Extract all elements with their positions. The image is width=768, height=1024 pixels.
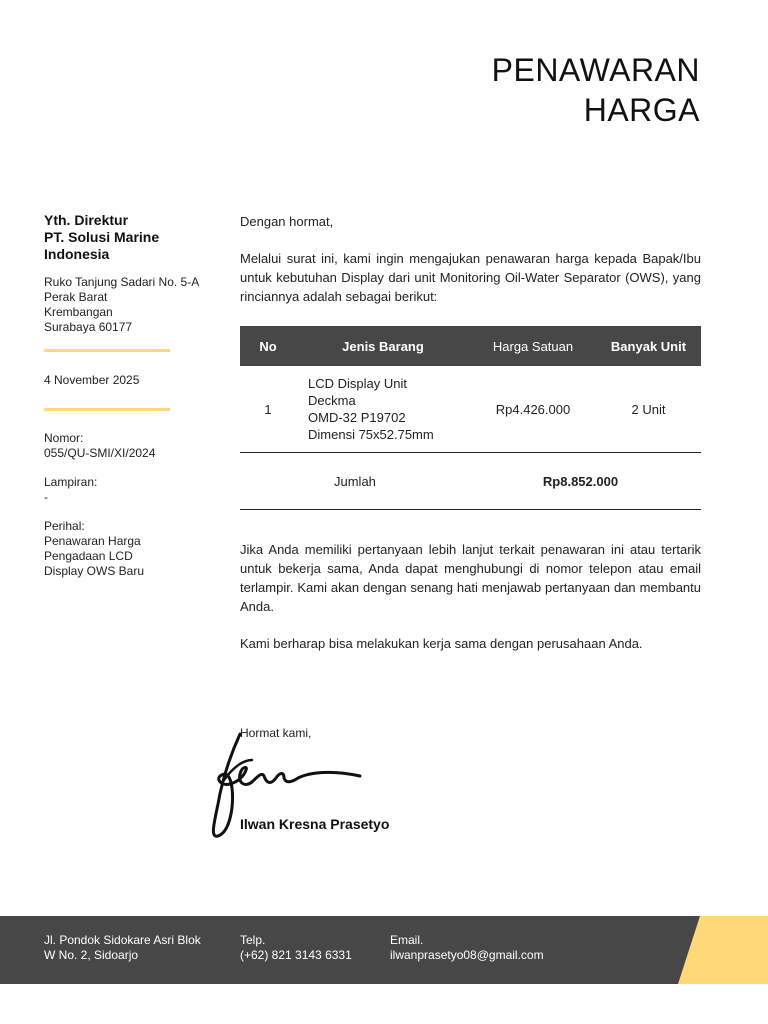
regards-text: Hormat kami, (240, 726, 312, 740)
title-line-1: PENAWARAN (491, 52, 700, 88)
perihal-block (44, 519, 214, 579)
lampiran-value: - (44, 490, 48, 504)
recipient-line-1: Yth. Direktur (44, 212, 129, 228)
cell-no: 1 (240, 366, 296, 453)
perihal-value: Display OWS Baru (44, 564, 145, 578)
letter-date: 4 November 2025 (44, 373, 140, 387)
letter-body (240, 212, 701, 306)
footer-email (390, 933, 544, 963)
footer-address (44, 933, 220, 963)
cell-empty (240, 453, 296, 510)
col-header-price: Harga Satuan (470, 326, 596, 366)
closing-hope: Kami berharap bisa melakukan kerja sama dengan perusahaan Anda. (240, 636, 643, 651)
item-line: LCD Display Unit (308, 376, 407, 391)
address-line: Krembangan (44, 305, 113, 319)
cell-qty: 2 Unit (596, 366, 701, 453)
document-title (492, 50, 700, 130)
address-line: Perak Barat (44, 290, 108, 304)
footer-address-line: Jl. Pondok Sidokare Asri Blok (44, 933, 201, 947)
email-label: Email. (390, 933, 424, 947)
lampiran-label: Lampiran: (44, 475, 98, 489)
footer-address-line: W No. 2, Sidoarjo (44, 948, 139, 962)
title-line-2: HARGA (583, 92, 700, 128)
recipient-address (44, 275, 214, 335)
perihal-value: Pengadaan LCD (44, 549, 133, 563)
cell-price: Rp4.426.000 (470, 366, 596, 453)
item-line: OMD-32 P19702 (308, 410, 406, 425)
closing-paragraph: Jika Anda memiliki pertanyaan lebih lanjut terkait penawaran ini atau tertarik untuk bekerja sama, Anda dapat menghubungi di nomor telepon atau email terlampir. Kami akan dengan senang hati menjawab pertanyaan dan membantu Anda. (240, 542, 701, 614)
footer (0, 916, 768, 984)
intro-paragraph: Melalui surat ini, kami ingin mengajukan penawaran harga kepada Bapak/Ibu untuk kebutuhan Display dari unit Monitoring Oil-Water Separator (OWS), yang rinciannya adalah sebagai berikut: (240, 251, 701, 304)
address-line: Ruko Tanjung Sadari No. 5-A (44, 275, 200, 289)
phone-value[interactable]: (+62) 821 3143 6331 (240, 948, 352, 962)
table-row (240, 366, 701, 453)
divider (44, 408, 170, 411)
footer-phone (240, 933, 352, 963)
address-line: Surabaya 60177 (44, 320, 133, 334)
col-header-no: No (240, 326, 296, 366)
recipient-line-2: PT. Solusi Marine (44, 229, 160, 245)
divider (44, 349, 170, 352)
nomor-label: Nomor: (44, 431, 84, 445)
col-header-qty: Banyak Unit (596, 326, 701, 366)
table-header-row (240, 326, 701, 366)
item-line: Dimensi 75x52.75mm (308, 427, 434, 442)
total-value: Rp8.852.000 (470, 453, 701, 510)
phone-label: Telp. (240, 933, 266, 947)
nomor-value: 055/QU-SMI/XI/2024 (44, 446, 156, 460)
perihal-label: Perihal: (44, 519, 85, 533)
perihal-value: Penawaran Harga (44, 534, 141, 548)
sidebar (44, 212, 214, 579)
cell-item (296, 366, 470, 453)
price-table (240, 326, 701, 510)
lampiran-block (44, 475, 214, 505)
nomor-block (44, 431, 214, 461)
signer-name: Ilwan Kresna Prasetyo (240, 816, 390, 832)
email-value[interactable]: ilwanprasetyo08@gmail.com (390, 948, 544, 962)
total-label: Jumlah (296, 453, 470, 510)
recipient-line-3: Indonesia (44, 246, 110, 262)
item-line: Deckma (308, 393, 356, 408)
col-header-item: Jenis Barang (296, 326, 470, 366)
closing-section (240, 540, 701, 653)
greeting: Dengan hormat, (240, 214, 334, 229)
total-row (240, 453, 701, 510)
recipient-block (44, 212, 214, 263)
